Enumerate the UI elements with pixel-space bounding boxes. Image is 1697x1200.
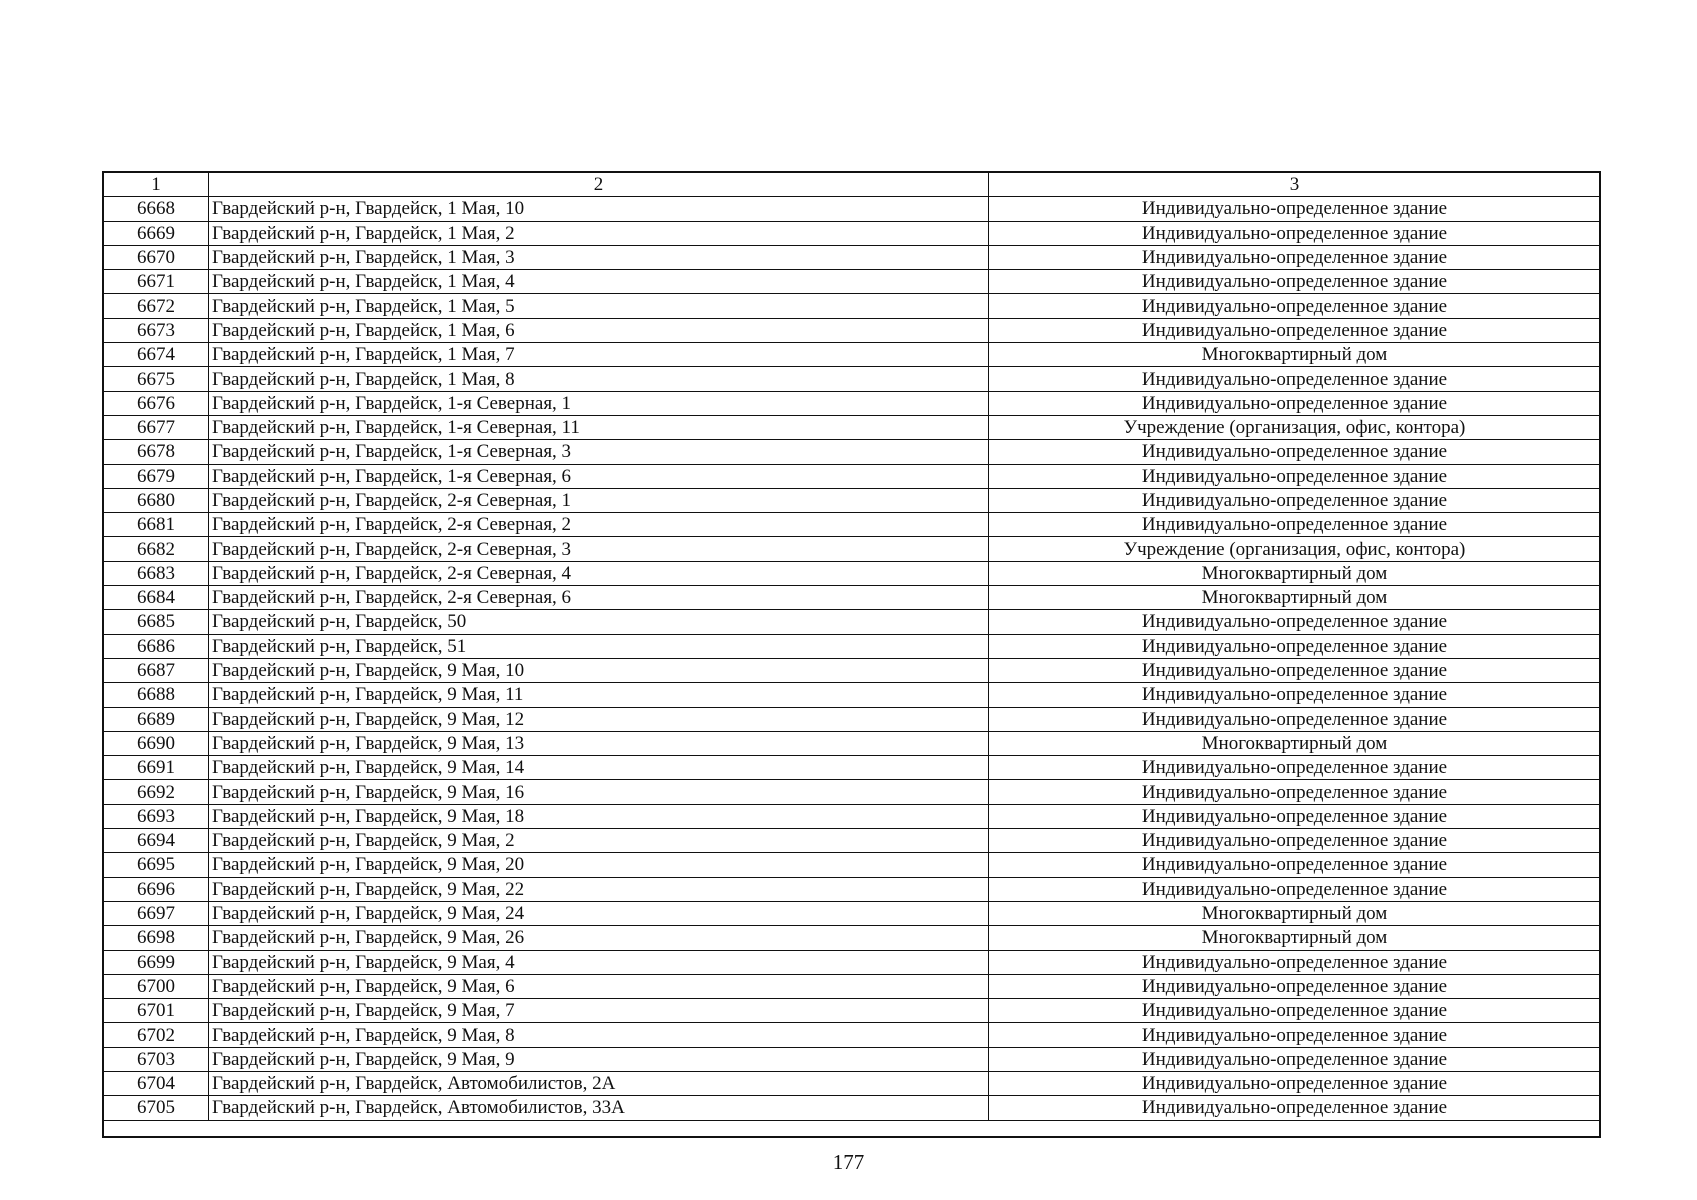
row-number: 6670 [104,245,209,269]
row-address: Гвардейский р-н, Гвардейск, 9 Мая, 14 [209,756,989,780]
row-number: 6705 [104,1096,209,1120]
row-address: Гвардейский р-н, Гвардейск, 9 Мая, 6 [209,974,989,998]
row-number: 6696 [104,877,209,901]
row-address: Гвардейский р-н, Гвардейск, 9 Мая, 13 [209,731,989,755]
row-building-type: Индивидуально-определенное здание [989,877,1601,901]
table-row [104,756,1601,780]
row-address: Гвардейский р-н, Гвардейск, 9 Мая, 2 [209,829,989,853]
row-number: 6668 [104,197,209,221]
row-address: Гвардейский р-н, Гвардейск, 2-я Северная, 3 [209,537,989,561]
row-address: Гвардейский р-н, Гвардейск, 2-я Северная, 6 [209,586,989,610]
row-number: 6671 [104,270,209,294]
table-row [104,1023,1601,1047]
row-building-type: Многоквартирный дом [989,901,1601,925]
row-address: Гвардейский р-н, Гвардейск, Автомобилистов, 33А [209,1096,989,1120]
row-number: 6697 [104,901,209,925]
row-building-type: Индивидуально-определенное здание [989,853,1601,877]
row-building-type: Учреждение (организация, офис, контора) [989,415,1601,439]
row-building-type: Индивидуально-определенное здание [989,756,1601,780]
row-address: Гвардейский р-н, Гвардейск, 9 Мая, 11 [209,683,989,707]
table-row [104,367,1601,391]
table-row [104,1096,1601,1120]
table-row [104,853,1601,877]
table-row [104,464,1601,488]
row-building-type: Многоквартирный дом [989,561,1601,585]
table-row [104,901,1601,925]
row-address: Гвардейский р-н, Гвардейск, 2-я Северная, 1 [209,488,989,512]
row-building-type: Многоквартирный дом [989,926,1601,950]
row-number: 6690 [104,731,209,755]
row-address: Гвардейский р-н, Гвардейск, 9 Мая, 18 [209,804,989,828]
row-building-type: Индивидуально-определенное здание [989,318,1601,342]
table-row [104,634,1601,658]
row-building-type: Индивидуально-определенное здание [989,391,1601,415]
table-row [104,537,1601,561]
table-row [104,586,1601,610]
row-number: 6682 [104,537,209,561]
table-row [104,926,1601,950]
row-building-type: Индивидуально-определенное здание [989,464,1601,488]
table-row [104,707,1601,731]
row-building-type: Индивидуально-определенное здание [989,950,1601,974]
table-row [104,513,1601,537]
table-row [104,221,1601,245]
row-building-type: Индивидуально-определенное здание [989,488,1601,512]
row-building-type: Индивидуально-определенное здание [989,780,1601,804]
row-address: Гвардейский р-н, Гвардейск, 1 Мая, 8 [209,367,989,391]
table-row [104,804,1601,828]
row-building-type: Индивидуально-определенное здание [989,513,1601,537]
row-address: Гвардейский р-н, Гвардейск, 1 Мая, 5 [209,294,989,318]
table-row [104,780,1601,804]
row-number: 6686 [104,634,209,658]
row-address: Гвардейский р-н, Гвардейск, 9 Мая, 12 [209,707,989,731]
row-building-type: Индивидуально-определенное здание [989,440,1601,464]
row-building-type: Индивидуально-определенное здание [989,270,1601,294]
table-row [104,294,1601,318]
table-header-row [104,173,1601,197]
row-address: Гвардейский р-н, Гвардейск, 1 Мая, 4 [209,270,989,294]
row-address: Гвардейский р-н, Гвардейск, 51 [209,634,989,658]
header-cell-address: 2 [209,173,989,197]
row-address: Гвардейский р-н, Гвардейск, 9 Мая, 16 [209,780,989,804]
row-address: Гвардейский р-н, Гвардейск, 2-я Северная, 4 [209,561,989,585]
row-building-type: Индивидуально-определенное здание [989,197,1601,221]
row-address: Гвардейский р-н, Гвардейск, 1-я Северная, 11 [209,415,989,439]
row-building-type: Индивидуально-определенное здание [989,804,1601,828]
row-building-type: Индивидуально-определенное здание [989,999,1601,1023]
table-body [104,173,1601,1121]
table-row [104,561,1601,585]
row-address: Гвардейский р-н, Гвардейск, 2-я Северная, 2 [209,513,989,537]
page-number: 177 [832,1150,865,1174]
row-building-type: Индивидуально-определенное здание [989,683,1601,707]
row-address: Гвардейский р-н, Гвардейск, 9 Мая, 22 [209,877,989,901]
row-number: 6700 [104,974,209,998]
table-row [104,950,1601,974]
buildings-table [103,172,1601,1121]
table-row [104,658,1601,682]
row-number: 6685 [104,610,209,634]
row-address: Гвардейский р-н, Гвардейск, 1 Мая, 2 [209,221,989,245]
row-number: 6694 [104,829,209,853]
row-number: 6674 [104,343,209,367]
row-number: 6681 [104,513,209,537]
row-building-type: Индивидуально-определенное здание [989,367,1601,391]
row-address: Гвардейский р-н, Гвардейск, 1 Мая, 10 [209,197,989,221]
row-number: 6689 [104,707,209,731]
table-row [104,488,1601,512]
row-building-type: Индивидуально-определенное здание [989,221,1601,245]
row-building-type: Учреждение (организация, офис, контора) [989,537,1601,561]
header-cell-type: 3 [989,173,1601,197]
row-building-type: Индивидуально-определенное здание [989,1047,1601,1071]
header-cell-number: 1 [104,173,209,197]
row-number: 6672 [104,294,209,318]
row-number: 6695 [104,853,209,877]
row-address: Гвардейский р-н, Гвардейск, 1-я Северная, 3 [209,440,989,464]
row-building-type: Индивидуально-определенное здание [989,707,1601,731]
row-building-type: Многоквартирный дом [989,586,1601,610]
row-number: 6687 [104,658,209,682]
row-number: 6701 [104,999,209,1023]
table-row [104,877,1601,901]
table-row [104,974,1601,998]
row-number: 6693 [104,804,209,828]
row-address: Гвардейский р-н, Гвардейск, 1 Мая, 3 [209,245,989,269]
row-number: 6683 [104,561,209,585]
row-number: 6703 [104,1047,209,1071]
row-building-type: Индивидуально-определенное здание [989,974,1601,998]
row-address: Гвардейский р-н, Гвардейск, 9 Мая, 7 [209,999,989,1023]
table-row [104,391,1601,415]
row-address: Гвардейский р-н, Гвардейск, 9 Мая, 10 [209,658,989,682]
row-number: 6692 [104,780,209,804]
table-row [104,245,1601,269]
row-address: Гвардейский р-н, Гвардейск, 9 Мая, 24 [209,901,989,925]
row-number: 6704 [104,1071,209,1095]
table-row [104,1047,1601,1071]
row-building-type: Индивидуально-определенное здание [989,245,1601,269]
row-number: 6702 [104,1023,209,1047]
row-number: 6675 [104,367,209,391]
row-building-type: Многоквартирный дом [989,343,1601,367]
table-row [104,415,1601,439]
row-number: 6669 [104,221,209,245]
row-number: 6676 [104,391,209,415]
row-address: Гвардейский р-н, Гвардейск, 1 Мая, 7 [209,343,989,367]
row-building-type: Многоквартирный дом [989,731,1601,755]
row-address: Гвардейский р-н, Гвардейск, 1-я Северная, 1 [209,391,989,415]
row-address: Гвардейский р-н, Гвардейск, 9 Мая, 26 [209,926,989,950]
row-building-type: Индивидуально-определенное здание [989,610,1601,634]
row-address: Гвардейский р-н, Гвардейск, 9 Мая, 8 [209,1023,989,1047]
table-row [104,318,1601,342]
row-address: Гвардейский р-н, Гвардейск, 9 Мая, 4 [209,950,989,974]
row-address: Гвардейский р-н, Гвардейск, 9 Мая, 9 [209,1047,989,1071]
table-row [104,610,1601,634]
row-address: Гвардейский р-н, Гвардейск, 9 Мая, 20 [209,853,989,877]
table-row [104,731,1601,755]
table-row [104,999,1601,1023]
row-address: Гвардейский р-н, Гвардейск, 50 [209,610,989,634]
table-row [104,440,1601,464]
table-row [104,1071,1601,1095]
row-building-type: Индивидуально-определенное здание [989,294,1601,318]
row-building-type: Индивидуально-определенное здание [989,1023,1601,1047]
row-number: 6688 [104,683,209,707]
row-number: 6684 [104,586,209,610]
row-number: 6679 [104,464,209,488]
table-row [104,270,1601,294]
row-address: Гвардейский р-н, Гвардейск, Автомобилистов, 2А [209,1071,989,1095]
row-number: 6673 [104,318,209,342]
row-address: Гвардейский р-н, Гвардейск, 1 Мая, 6 [209,318,989,342]
row-address: Гвардейский р-н, Гвардейск, 1-я Северная, 6 [209,464,989,488]
row-number: 6691 [104,756,209,780]
row-number: 6678 [104,440,209,464]
table-row [104,683,1601,707]
row-number: 6699 [104,950,209,974]
row-number: 6677 [104,415,209,439]
row-building-type: Индивидуально-определенное здание [989,634,1601,658]
row-building-type: Индивидуально-определенное здание [989,1071,1601,1095]
row-number: 6698 [104,926,209,950]
row-building-type: Индивидуально-определенное здание [989,829,1601,853]
row-number: 6680 [104,488,209,512]
table-row [104,343,1601,367]
row-building-type: Индивидуально-определенное здание [989,1096,1601,1120]
table-row [104,829,1601,853]
table-row [104,197,1601,221]
row-building-type: Индивидуально-определенное здание [989,658,1601,682]
